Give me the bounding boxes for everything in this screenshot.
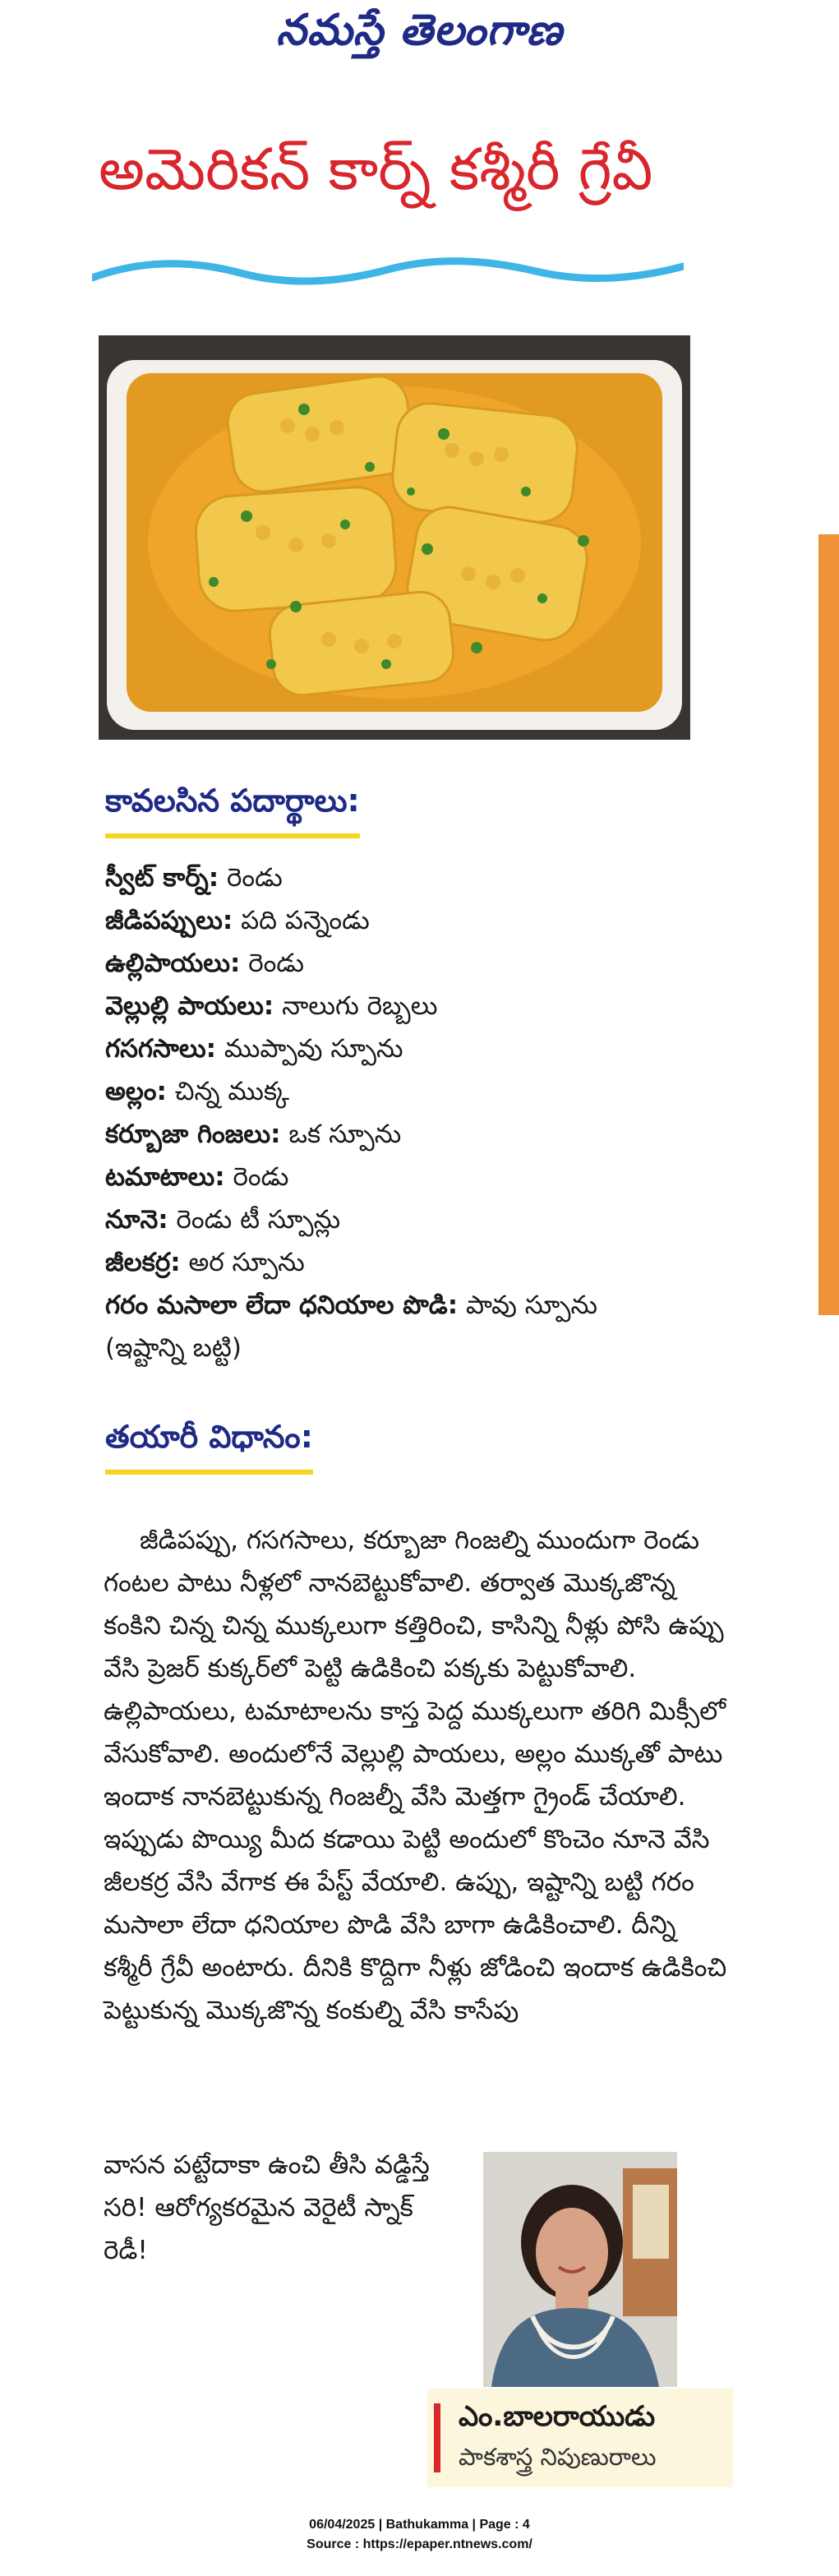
- method-paragraph: జీడిపప్పు, గసగసాలు, కర్బూజా గింజల్ని ముందుగా రెండు గంటల పాటు నీళ్లలో నానబెట్టుకోవాలి. తర్వాత మొక్కజొన్న కంకిని చిన్న చిన్న ముక్కలుగా కత్తిరించి, కాసిన్ని నీళ్లు పోసి ఉప్పు వేసి ప్రెజర్ కుక్కర్‌లో పెట్టి ఉడికించి పక్కకు పెట్టుకోవాలి. ఉల్లిపాయలు, టమాటాలను కాస్త పెద్ద ముక్కలుగా తరిగి మిక్సీలో వేసుకోవాలి. అందులోనే వెల్లుల్లి పాయలు, అల్లం ముక్కతో పాటు ఇందాక నానబెట్టుకున్న గింజల్నీ వేసి మెత్తగా గ్రైండ్ చేయాలి. ఇప్పుడు పొయ్యి మీద కడాయి పెట్టి అందులో కొంచెం నూనె వేసి జీలకర్ర వేసి వేగాక ఈ పేస్ట్ వేయాలి. ఉప్పు, ఇష్టాన్ని బట్టి గరం మసాలా లేదా ధనియాల పొడి వేసి బాగా ఉడికించాలి. దీన్ని కశ్మీరీ గ్రేవీ అంటారు. దీనికి కొద్దిగా నీళ్లు జోడించి ఇందాక ఉడికించి పెట్టుకున్న మొక్కజొన్న కంకుల్ని వేసి కాసేపు: [104, 1526, 727, 2025]
- ingredient-name: కర్బూజా గింజలు:: [105, 1119, 281, 1149]
- method-heading: [105, 1419, 313, 1475]
- ingredient-name: జీలకర్ర:: [105, 1248, 181, 1277]
- ingredient-item: [105, 899, 713, 942]
- ingredient-name: గరం మసాలా లేదా ధనియాల పొడి:: [105, 1290, 459, 1320]
- ingredients-heading-underline: [105, 833, 360, 838]
- author-name: ఎం.బాలరాయుడు: [459, 2400, 656, 2433]
- page-footer: [0, 2515, 839, 2555]
- ingredient-amount: ఒక స్పూను: [288, 1119, 402, 1149]
- ingredients-list: [105, 856, 713, 1369]
- ingredients-heading: [105, 782, 360, 838]
- author-photo: [483, 2152, 677, 2387]
- footer-date-page: 06/04/2025 | Bathukamma | Page : 4: [309, 2518, 530, 2532]
- ingredient-item: [105, 1284, 713, 1327]
- ingredient-item: [105, 1198, 713, 1241]
- ingredient-amount: నాలుగు రెబ్బలు: [282, 991, 438, 1021]
- ingredient-item: [105, 942, 713, 985]
- ingredient-amount: చిన్న ముక్క: [174, 1077, 290, 1106]
- masthead-logo: నమస్తే తెలంగాణ: [276, 5, 563, 55]
- ingredient-item: [105, 1113, 713, 1156]
- ingredient-item: [105, 985, 713, 1027]
- ingredient-item: [105, 1070, 713, 1113]
- article-title: అమెరికన్ కార్న్ కశ్మీరీ గ్రేవీ: [99, 136, 653, 203]
- method-heading-text: తయారీ విధానం:: [105, 1419, 313, 1455]
- ingredient-amount: అర స్పూను: [188, 1248, 305, 1277]
- ingredients-heading-text: కావలసిన పదార్థాలు:: [105, 782, 360, 819]
- ingredient-note: (ఇష్టాన్ని బట్టి): [105, 1333, 242, 1363]
- ingredient-amount: రెండు టీ స్పూన్లు: [176, 1205, 341, 1235]
- ingredient-name: టమాటాలు:: [105, 1162, 225, 1192]
- ingredient-item: [105, 1027, 713, 1070]
- method-heading-underline: [105, 1470, 313, 1475]
- ingredient-item: [105, 1156, 713, 1198]
- ingredient-name: నూనె:: [105, 1205, 168, 1235]
- author-role: పాకశాస్త్ర నిపుణురాలు: [459, 2443, 657, 2471]
- footer-source: Source : https://epaper.ntnews.com/: [307, 2537, 532, 2551]
- ingredient-name: వెల్లుల్లి పాయలు:: [105, 991, 274, 1021]
- ingredient-name: గసగసాలు:: [105, 1034, 216, 1064]
- side-stripe-decoration: [818, 534, 839, 1315]
- ingredient-amount: పది పన్నెండు: [241, 906, 370, 935]
- ingredient-name: స్వీట్ కార్న్:: [105, 863, 219, 893]
- method-paragraph-end: వాసన పట్టేదాకా ఉంచి తీసి వడ్డిస్తే సరి! ఆరోగ్యకరమైన వెరైటీ స్నాక్ రెడీ!: [104, 2150, 430, 2265]
- author-byline: [427, 2389, 733, 2487]
- ingredient-name: అల్లం:: [105, 1077, 167, 1106]
- ingredient-amount: రెండు: [248, 949, 305, 978]
- dish-photo: [99, 335, 690, 740]
- ingredient-name: జీడిపప్పులు:: [105, 906, 233, 935]
- ingredient-amount: రెండు: [226, 863, 283, 893]
- ingredient-item: [105, 856, 713, 899]
- ingredient-amount: రెండు: [233, 1162, 289, 1192]
- title-wave-decoration: [92, 255, 684, 288]
- ingredient-item: [105, 1241, 713, 1284]
- byline-accent-bar: [434, 2403, 440, 2472]
- ingredient-name: ఉల్లిపాయలు:: [105, 949, 241, 978]
- ingredient-amount: ముప్పావు స్పూను: [224, 1034, 403, 1064]
- ingredient-amount: పావు స్పూను: [465, 1290, 597, 1320]
